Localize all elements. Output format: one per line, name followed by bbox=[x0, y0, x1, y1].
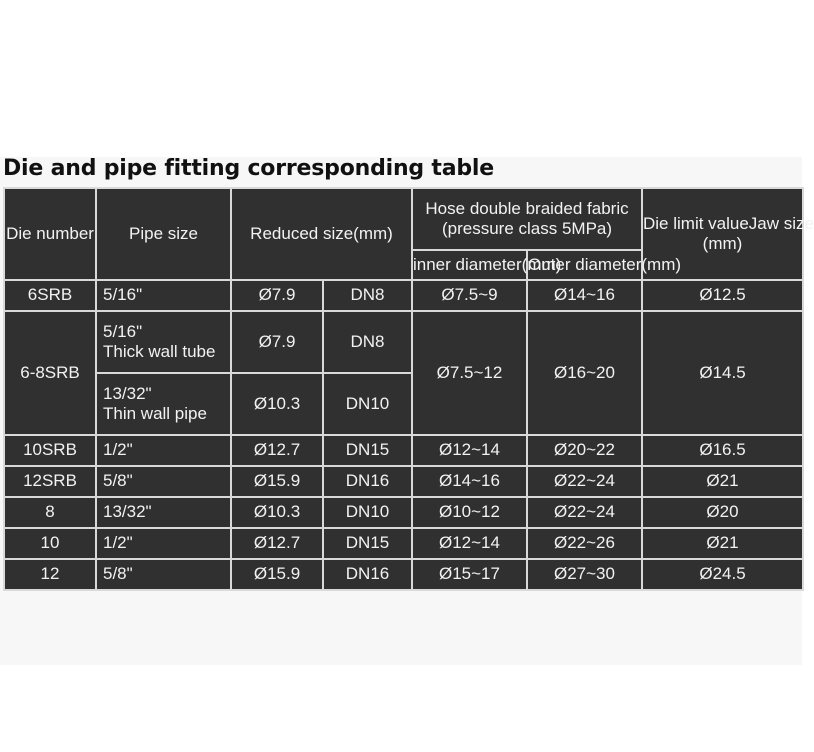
table-row bbox=[4, 280, 803, 311]
header-hose-line1: Hose double braided fabric bbox=[425, 198, 629, 218]
cell-outer: Ø22~24 bbox=[527, 466, 642, 497]
cell-pipe: 5/8" bbox=[96, 466, 231, 497]
cell-dn: DN16 bbox=[323, 559, 412, 590]
cell-outer: Ø22~24 bbox=[527, 497, 642, 528]
header-outer-diameter: Outer diameter(mm) bbox=[527, 250, 642, 280]
cell-outer: Ø16~20 bbox=[527, 311, 642, 435]
cell-pipe-line1: 5/16" bbox=[103, 321, 143, 341]
cell-pipe: 5/16" bbox=[96, 280, 231, 311]
header-die-number: Die number bbox=[4, 188, 96, 280]
cell-dn: DN8 bbox=[323, 311, 412, 373]
cell-inner: Ø14~16 bbox=[412, 466, 527, 497]
cell-inner: Ø7.5~9 bbox=[412, 280, 527, 311]
cell-outer: Ø27~30 bbox=[527, 559, 642, 590]
cell-die: 6SRB bbox=[4, 280, 96, 311]
cell-limit: Ø12.5 bbox=[642, 280, 803, 311]
cell-reduced: Ø10.3 bbox=[231, 373, 323, 435]
cell-reduced: Ø7.9 bbox=[231, 280, 323, 311]
header-pipe-size: Pipe size bbox=[96, 188, 231, 280]
header-hose-line2: (pressure class 5MPa) bbox=[441, 219, 613, 238]
cell-inner: Ø12~14 bbox=[412, 435, 527, 466]
header-reduced-size: Reduced size(mm) bbox=[231, 188, 412, 280]
cell-inner: Ø12~14 bbox=[412, 528, 527, 559]
cell-reduced: Ø12.7 bbox=[231, 528, 323, 559]
header-limit-line2: (mm) bbox=[702, 234, 743, 253]
cell-dn: DN8 bbox=[323, 280, 412, 311]
cell-dn: DN16 bbox=[323, 466, 412, 497]
cell-reduced: Ø10.3 bbox=[231, 497, 323, 528]
cell-pipe: 5/8" bbox=[96, 559, 231, 590]
cell-pipe: 13/32" bbox=[96, 497, 231, 528]
cell-dn: DN10 bbox=[323, 497, 412, 528]
cell-reduced: Ø15.9 bbox=[231, 559, 323, 590]
cell-pipe bbox=[96, 373, 231, 435]
cell-pipe: 1/2" bbox=[96, 435, 231, 466]
table-row bbox=[4, 435, 803, 466]
cell-limit: Ø21 bbox=[642, 528, 803, 559]
cell-pipe: 1/2" bbox=[96, 528, 231, 559]
cell-reduced: Ø7.9 bbox=[231, 311, 323, 373]
cell-limit: Ø24.5 bbox=[642, 559, 803, 590]
cell-outer: Ø20~22 bbox=[527, 435, 642, 466]
header-hose bbox=[412, 188, 642, 250]
cell-limit: Ø20 bbox=[642, 497, 803, 528]
cell-dn: DN15 bbox=[323, 435, 412, 466]
cell-inner: Ø10~12 bbox=[412, 497, 527, 528]
table-row bbox=[4, 466, 803, 497]
header-limit-line1: Die limit valueJaw size bbox=[643, 213, 814, 233]
table-row bbox=[4, 311, 803, 373]
cell-reduced: Ø15.9 bbox=[231, 466, 323, 497]
cell-outer: Ø22~26 bbox=[527, 528, 642, 559]
page-title: Die and pipe fitting corresponding table bbox=[3, 156, 494, 181]
cell-dn: DN10 bbox=[323, 373, 412, 435]
cell-pipe bbox=[96, 311, 231, 373]
cell-inner: Ø7.5~12 bbox=[412, 311, 527, 435]
cell-die: 12 bbox=[4, 559, 96, 590]
cell-limit: Ø21 bbox=[642, 466, 803, 497]
cell-outer: Ø14~16 bbox=[527, 280, 642, 311]
cell-dn: DN15 bbox=[323, 528, 412, 559]
cell-pipe-line2: Thick wall tube bbox=[103, 342, 216, 361]
cell-inner: Ø15~17 bbox=[412, 559, 527, 590]
cell-limit: Ø14.5 bbox=[642, 311, 803, 435]
cell-die: 10SRB bbox=[4, 435, 96, 466]
header-inner-diameter: inner diameter(mm) bbox=[412, 250, 527, 280]
cell-pipe-line1: 13/32" bbox=[103, 383, 152, 403]
cell-die: 12SRB bbox=[4, 466, 96, 497]
cell-reduced: Ø12.7 bbox=[231, 435, 323, 466]
table-row bbox=[4, 497, 803, 528]
table-row bbox=[4, 528, 803, 559]
cell-limit: Ø16.5 bbox=[642, 435, 803, 466]
table-row bbox=[4, 559, 803, 590]
cell-die: 8 bbox=[4, 497, 96, 528]
header-row bbox=[4, 188, 803, 250]
fitting-table bbox=[3, 187, 814, 591]
cell-die: 6-8SRB bbox=[4, 311, 96, 435]
cell-pipe-line2: Thin wall pipe bbox=[103, 404, 207, 423]
cell-die: 10 bbox=[4, 528, 96, 559]
